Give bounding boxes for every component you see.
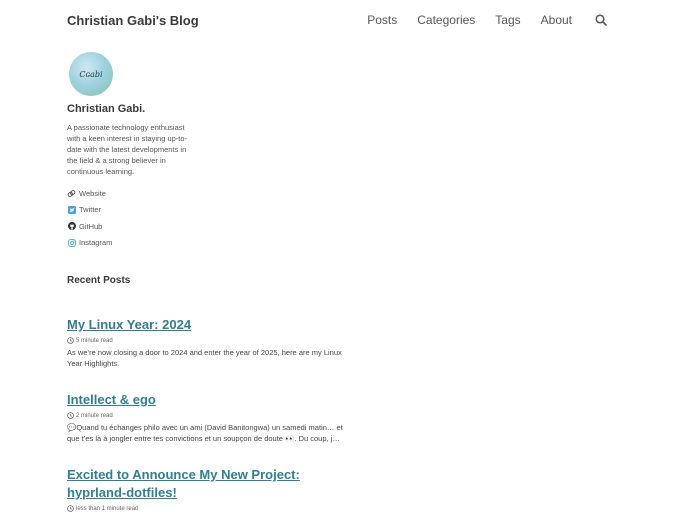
read-time: less than 1 minute read (76, 505, 139, 512)
post-item (67, 391, 347, 444)
masthead (67, 0, 608, 40)
recent-posts-heading: Recent Posts (67, 275, 131, 286)
clock-icon (67, 505, 74, 512)
twitter-link[interactable] (67, 202, 195, 219)
author-name: Christian Gabi. (67, 103, 146, 115)
read-time: 2 minute read (76, 412, 113, 419)
post-item (67, 466, 347, 512)
nav-about[interactable]: About (540, 13, 572, 27)
post-excerpt: 💬Quand tu échanges philo avec un ami (David Banitongwa) un samedi matin… et que t’es là à jongler entre tes convictions et un soupçon de doute 👀. Du coup, j… (67, 423, 343, 443)
nav-categories[interactable]: Categories (417, 13, 476, 27)
search-icon[interactable] (594, 13, 608, 27)
post-meta (67, 505, 347, 512)
nav-posts[interactable]: Posts (367, 13, 398, 27)
post-item (67, 316, 347, 369)
post-meta (67, 412, 347, 419)
nav-tags[interactable]: Tags (495, 13, 521, 27)
website-link[interactable] (67, 185, 195, 202)
post-meta (67, 337, 347, 344)
author-sidebar (67, 52, 195, 251)
twitter-label: Twitter (79, 205, 102, 215)
avatar (69, 52, 113, 96)
post-title-link[interactable]: Excited to Announce My New Project: hyprland-dotfiles! (67, 467, 300, 500)
website-label: Website (79, 188, 106, 198)
avatar-logo-text: Cɢabi (79, 69, 103, 79)
clock-icon (67, 337, 74, 344)
post-title-link[interactable]: My Linux Year: 2024 (67, 317, 192, 332)
author-links (67, 185, 195, 251)
instagram-label: Instagram (79, 238, 113, 248)
instagram-link[interactable] (67, 235, 195, 252)
read-time: 5 minute read (76, 337, 113, 344)
twitter-icon (67, 205, 76, 214)
github-link[interactable] (67, 218, 195, 235)
instagram-icon (67, 238, 76, 247)
github-icon (67, 222, 76, 231)
post-excerpt: As we’re now closing a door to 2024 and enter the year of 2025, here are my Linux Year Highlights. (67, 348, 342, 368)
post-title-link[interactable]: Intellect & ego (67, 392, 156, 407)
main-nav (347, 13, 608, 27)
site-title[interactable]: Christian Gabi's Blog (67, 12, 199, 28)
github-label: GitHub (79, 221, 103, 231)
author-bio: A passionate technology enthusiast with a keen interest in staying up-to-date with the latest developments in the field & a strong believer in continuous learning. (67, 123, 188, 176)
link-icon (67, 189, 76, 198)
clock-icon (67, 412, 74, 419)
